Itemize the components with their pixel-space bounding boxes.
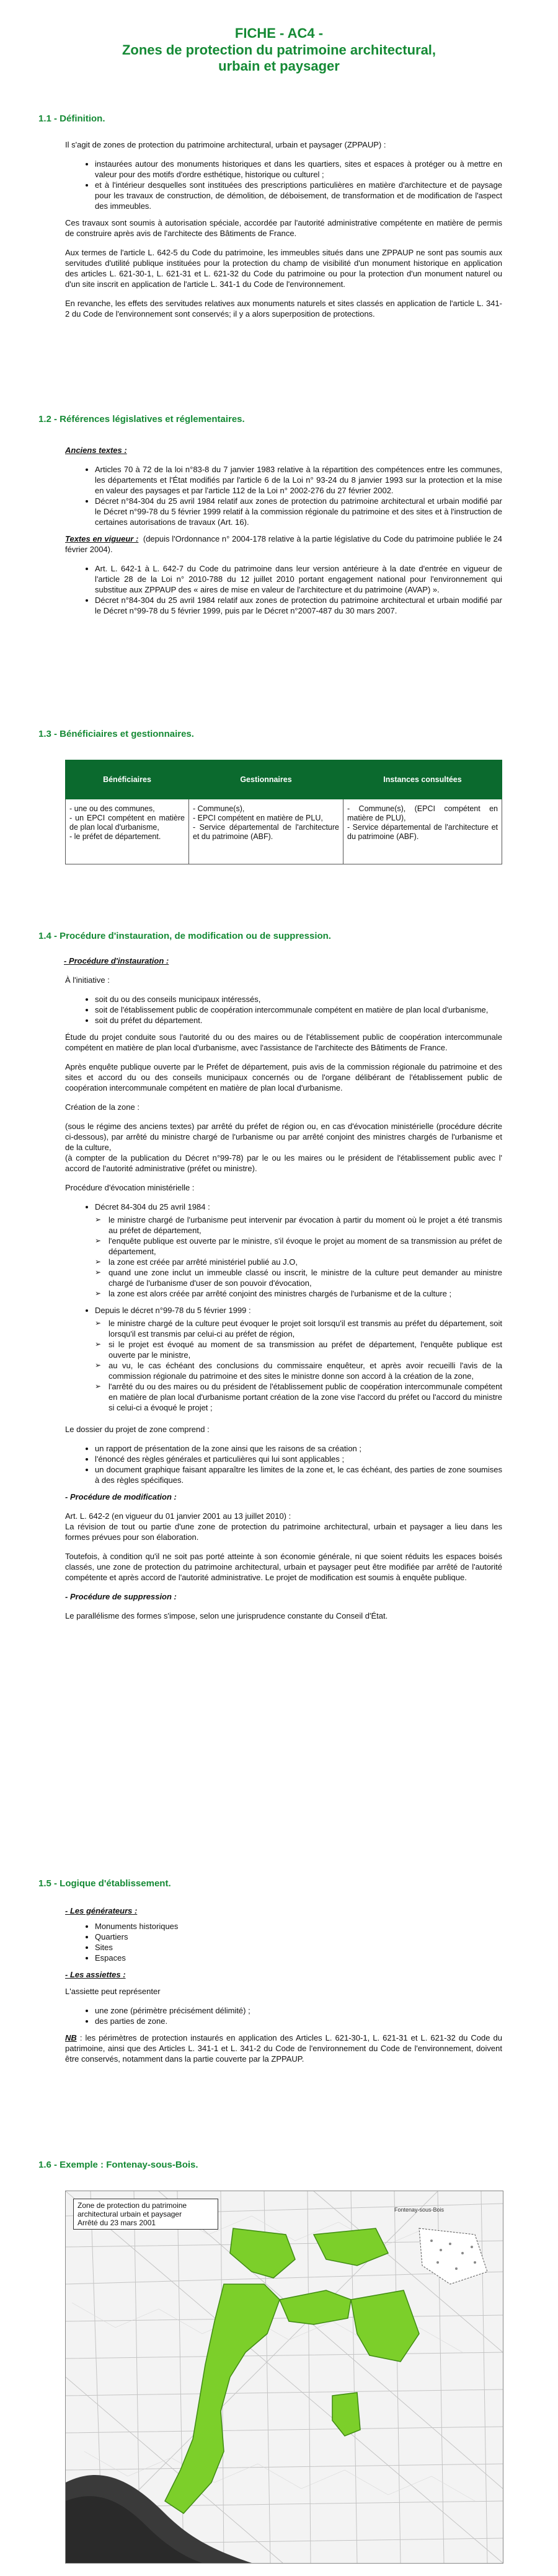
map-legend-label: Zone de protection du patrimoine architectural urbain et paysager Arrêté du 23 mars 2001: [73, 2199, 218, 2230]
list-item: • instaurées autour des monuments historiques et dans les quartiers, sites et espaces à protéger ou à mettre en valeur pour des motifs d'ordre esthétique, historique ou culturel ;: [95, 159, 502, 180]
assiettes-label: - Les assiettes :: [65, 1970, 126, 1979]
bullet-list: [65, 159, 502, 211]
list-item: ➢ la zone est alors créée par arrêté conjoint des ministres chargés de l'urbanisme et de la culture ;: [108, 1288, 502, 1299]
vigueur-intro: (depuis l'Ordonnance n° 2004-178 relative à la partie législative du Code du patrimoine publiée le 24 février 2004).: [65, 534, 502, 554]
list-item: • Depuis le décret n°99-78 du 5 février 1999 :: [95, 1305, 502, 1316]
table-cell: - Commune(s), (EPCI compétent en matière de PLU), - Service départemental de l'architecture et du patrimoine (ABF).: [343, 799, 502, 864]
bullet-list: [65, 1921, 502, 1963]
paragraph: Création de la zone :: [65, 1102, 140, 1112]
section-procedure-body: [65, 956, 502, 1630]
anciens-textes-label: Anciens textes :: [65, 446, 127, 455]
paragraph: Toutefois, à condition qu'il ne soit pas porté atteinte à son économie générale, ni que soient réduits les espaces boisés classés, une zone de protection du patrimoine architectural, urbain et paysager peut être modifiée par arrêté de l'autorité compétente et après accord de l'autorité administrative. Le projet de modification est soumis à enquête publique.: [65, 1552, 502, 1582]
list-item: • Sites: [95, 1942, 502, 1953]
section-logique-body: [65, 1906, 502, 2073]
bullet-list: [65, 464, 502, 527]
section-references-body: [65, 445, 502, 622]
paragraph: (sous le régime des anciens textes) par arrêté du préfet de région ou, en cas d'évocation ministérielle (procédure décrite ci-dessous), par arrêté du ministre chargé de l'urbanisme ou par arrêté conjoint des ministres chargés de l'urbanisme et de la culture, (à compter de la publication du Décret n°99-78) par le ou les maires ou le président de l'établissement public avec l' accord de l'autorité administrative (préfet ou ministre).: [65, 1122, 502, 1173]
list-item: ➢ l'arrêté du ou des maires ou du président de l'établissement public de coopération intercommunale compétent en matière de plan local d'urbanisme portant création de la zone vise l'accord du préfet ou l'accord du ministre si celui-ci a évoqué le projet ;: [108, 1381, 502, 1413]
list-item: • Monuments historiques: [95, 1921, 502, 1932]
suppression-label: - Procédure de suppression :: [65, 1592, 177, 1601]
list-item: • et à l'intérieur desquelles sont instituées des prescriptions particulières en matière d'architecture et de paysage pour les travaux de construction, de démolition, de déboisement, de transformation et de modification de l'aspect des immeubles.: [95, 180, 502, 211]
paragraph: Art. L. 642-2 (en vigueur du 01 janvier 2001 au 13 juillet 2010) : La révision de tout ou partie d'une zone de protection du patrimoine architectural, urbain et paysager a lieu dans les formes prévues pour son élaboration.: [65, 1511, 502, 1542]
list-item: ➢ au vu, le cas échéant des conclusions du commissaire enquêteur, et après avoir recueilli l'avis de la commission régionale du patrimoine et des sites le ministre donne son accord à la création de la zone,: [108, 1360, 502, 1381]
paragraph: Il s'agit de zones de protection du patrimoine architectural, urbain et paysager (ZPPAUP) :: [65, 140, 386, 149]
section-heading-exemple: 1.6 - Exemple : Fontenay-sous-Bois.: [38, 2160, 198, 2170]
list-item: ➢ la zone est créée par arrêté ministériel publié au J.O,: [108, 1257, 502, 1267]
paragraph: Procédure d'évocation ministérielle :: [65, 1183, 195, 1192]
document-title-line2: urbain et paysager: [218, 58, 340, 74]
bullet-list: [65, 563, 502, 616]
map-town-label: Fontenay-sous-Bois: [394, 2207, 445, 2213]
table-header: Gestionnaires: [189, 760, 343, 799]
list-item: ➢ le ministre chargé de la culture peut évoquer le projet soit lorsqu'il est transmis au préfet du département, soit lorsqu'il est transmis par celui-ci au préfet de région,: [108, 1318, 502, 1339]
bullet-list: [65, 1202, 502, 1212]
bullet-list: [65, 994, 502, 1026]
paragraph: Le parallélisme des formes s'impose, selon une jurisprudence constante du Conseil d'État.: [65, 1611, 388, 1620]
list-item: • l'énoncé des règles générales et particulières qui lui sont applicables ;: [95, 1454, 502, 1464]
paragraph: Ces travaux sont soumis à autorisation spéciale, accordée par l'autorité administrative compétente en matière de permis de construire après avis de l'architecte des Bâtiments de France.: [65, 218, 502, 238]
paragraph: Après enquête publique ouverte par le Préfet de département, puis avis de la commission régionale du patrimoine et des sites et accord du ou des conseils municipaux concernés ou de l'organe délibérant de l'établissement public de coopération intercommunale compétent en matière de plan local d'urbanisme.: [65, 1062, 502, 1092]
section-heading-references: 1.2 - Références législatives et réglementaires.: [38, 414, 245, 424]
beneficiaires-table: [65, 760, 502, 864]
bullet-list: [65, 2005, 502, 2026]
list-item: ➢ quand une zone inclut un immeuble classé ou inscrit, le ministre de la culture peut demander au ministre chargé de l'urbanisme d'user de son pouvoir d'évocation,: [108, 1267, 502, 1288]
list-item: • soit de l'établissement public de coopération intercommunale compétent en matière de plan local d'urbanisme,: [95, 1004, 502, 1015]
generateurs-label: - Les générateurs :: [65, 1906, 138, 1915]
list-item: • soit du préfet du département.: [95, 1015, 502, 1026]
list-item: • Espaces: [95, 1953, 502, 1963]
table-header: Bénéficiaires: [66, 760, 189, 799]
textes-vigueur-label: Textes en vigueur :: [65, 534, 139, 543]
paragraph: Le dossier du projet de zone comprend :: [65, 1425, 210, 1434]
list-item: • Art. L. 642-1 à L. 642-7 du Code du patrimoine dans leur version antérieure à la date d'entrée en vigueur de l'article 28 de la Loi n° 2010-788 du 12 juillet 2010 portant engagement national pour l'environnement qui substitue aux ZPPAUP des « aires de mise en valeur de l'architecture et du patrimoine (AVAP) ».: [95, 563, 502, 595]
nb-label: NB: [65, 2033, 77, 2042]
zppaup-map: [65, 2191, 503, 2564]
bullet-list: [65, 1305, 502, 1316]
table-cell: - une ou des communes, - un EPCI compétent en matière de plan local d'urbanisme, - le préfet de département.: [66, 799, 189, 864]
paragraph: Aux termes de l'article L. 642-5 du Code du patrimoine, les immeubles situés dans une ZPPAUP ne sont pas soumis aux servitudes d'utilité publique instituées pour la protection du champ de visibilité d'un monument historique en application des articles L. 621-30-1, L. 621-31 et L. 621-32 du Code du patrimoine ou pour la protection d'un monument naturel ou d'un site inscrit en application de l'article L. 341-1 du Code de l'environnement.: [65, 248, 502, 289]
list-item: ➢ le ministre chargé de l'urbanisme peut intervenir par évocation à partir du moment où le projet a été transmis au préfet de département,: [108, 1215, 502, 1236]
section-heading-logique: 1.5 - Logique d'établissement.: [38, 1878, 171, 1889]
bullet-list: [65, 1443, 502, 1485]
section-heading-procedure: 1.4 - Procédure d'instauration, de modification ou de suppression.: [38, 931, 331, 941]
arrow-list: [65, 1215, 502, 1299]
instauration-label: - Procédure d'instauration :: [64, 956, 169, 965]
table-cell: - Commune(s), - EPCI compétent en matière de PLU, - Service départemental de l'architecture et du patrimoine (ABF).: [189, 799, 343, 864]
list-item: • Décret n°84-304 du 25 avril 1984 relatif aux zones de protection du patrimoine architectural et urbain modifié par le Décret n°99-78 du 5 février 1999, puis par le Décret n°2007-487 du 30 mars 2007.: [95, 595, 502, 616]
section-definition-body: [65, 139, 502, 328]
list-item: • soit du ou des conseils municipaux intéressés,: [95, 994, 502, 1004]
list-item: • Décret 84-304 du 25 avril 1984 :: [95, 1202, 502, 1212]
modification-label: - Procédure de modification :: [65, 1492, 177, 1501]
section-heading-definition: 1.1 - Définition.: [38, 113, 105, 124]
paragraph: À l'initiative :: [65, 975, 110, 985]
list-item: • une zone (périmètre précisément délimité) ;: [95, 2005, 502, 2016]
map-graphic: [66, 2191, 503, 2563]
paragraph: En revanche, les effets des servitudes relatives aux monuments naturels et sites classés en application de l'article L. 341-2 du Code de l'environnement sont conservés; il y a alors superposition de protections.: [65, 299, 502, 319]
list-item: • un rapport de présentation de la zone ainsi que les raisons de sa création ;: [95, 1443, 502, 1454]
arrow-list: [65, 1318, 502, 1413]
list-item: • Quartiers: [95, 1932, 502, 1942]
list-item: • un document graphique faisant apparaître les limites de la zone et, le cas échéant, des parties de zone soumises à des règles spécifiques.: [95, 1464, 502, 1485]
section-heading-beneficiaires: 1.3 - Bénéficiaires et gestionnaires.: [38, 729, 194, 739]
list-item: ➢ si le projet est évoqué au moment de sa transmission au préfet de département, l'enquête publique est ouverte par le ministre,: [108, 1339, 502, 1360]
section-beneficiaires-body: [65, 760, 502, 864]
document-title-line1: Zones de protection du patrimoine architectural,: [122, 42, 436, 58]
fiche-title: FICHE - AC4 -: [234, 25, 324, 41]
list-item: • des parties de zone.: [95, 2016, 502, 2026]
list-item: • Articles 70 à 72 de la loi n°83-8 du 7 janvier 1983 relative à la répartition des compétences entre les communes, les départements et l'État modifiés par l'article 6 de la Loi n° 93-24 du 8 janvier 1993 sur la protection et la mise en valeur des paysages et par l'article 112 de la Loi n° 2002-276 du 27 février 2002.: [95, 464, 502, 496]
paragraph: Étude du projet conduite sous l'autorité du ou des maires ou de l'établissement public de coopération intercommunale compétent en matière de plan local d'urbanisme, avec l'assistance de l'architecte des Bâtiments de France.: [65, 1032, 502, 1052]
paragraph: L'assiette peut représenter: [65, 1987, 161, 1996]
table-header: Instances consultées: [343, 760, 502, 799]
list-item: ➢ l'enquête publique est ouverte par le ministre, s'il évoque le projet au moment de sa transmission au préfet de département,: [108, 1236, 502, 1257]
nb-text: : les périmètres de protection instaurés en application des Articles L. 621-30-1, L. 621-31 et L. 621-32 du Code du patrimoine, ainsi que des Articles L. 341-1 et L. 341-2 du Code de l'environnement du Code de l'environnement, doivent être conservés, notamment dans la partie couverte par la ZPPAUP.: [65, 2033, 502, 2064]
list-item: • Décret n°84-304 du 25 avril 1984 relatif aux zones de protection du patrimoine architectural et urbain modifié par le Décret n°99-78 du 5 février 1999 relatif à la commission régionale du patrimoine et des sites et à l'instruction de certaines autorisations de travaux (Art. 16).: [95, 496, 502, 527]
